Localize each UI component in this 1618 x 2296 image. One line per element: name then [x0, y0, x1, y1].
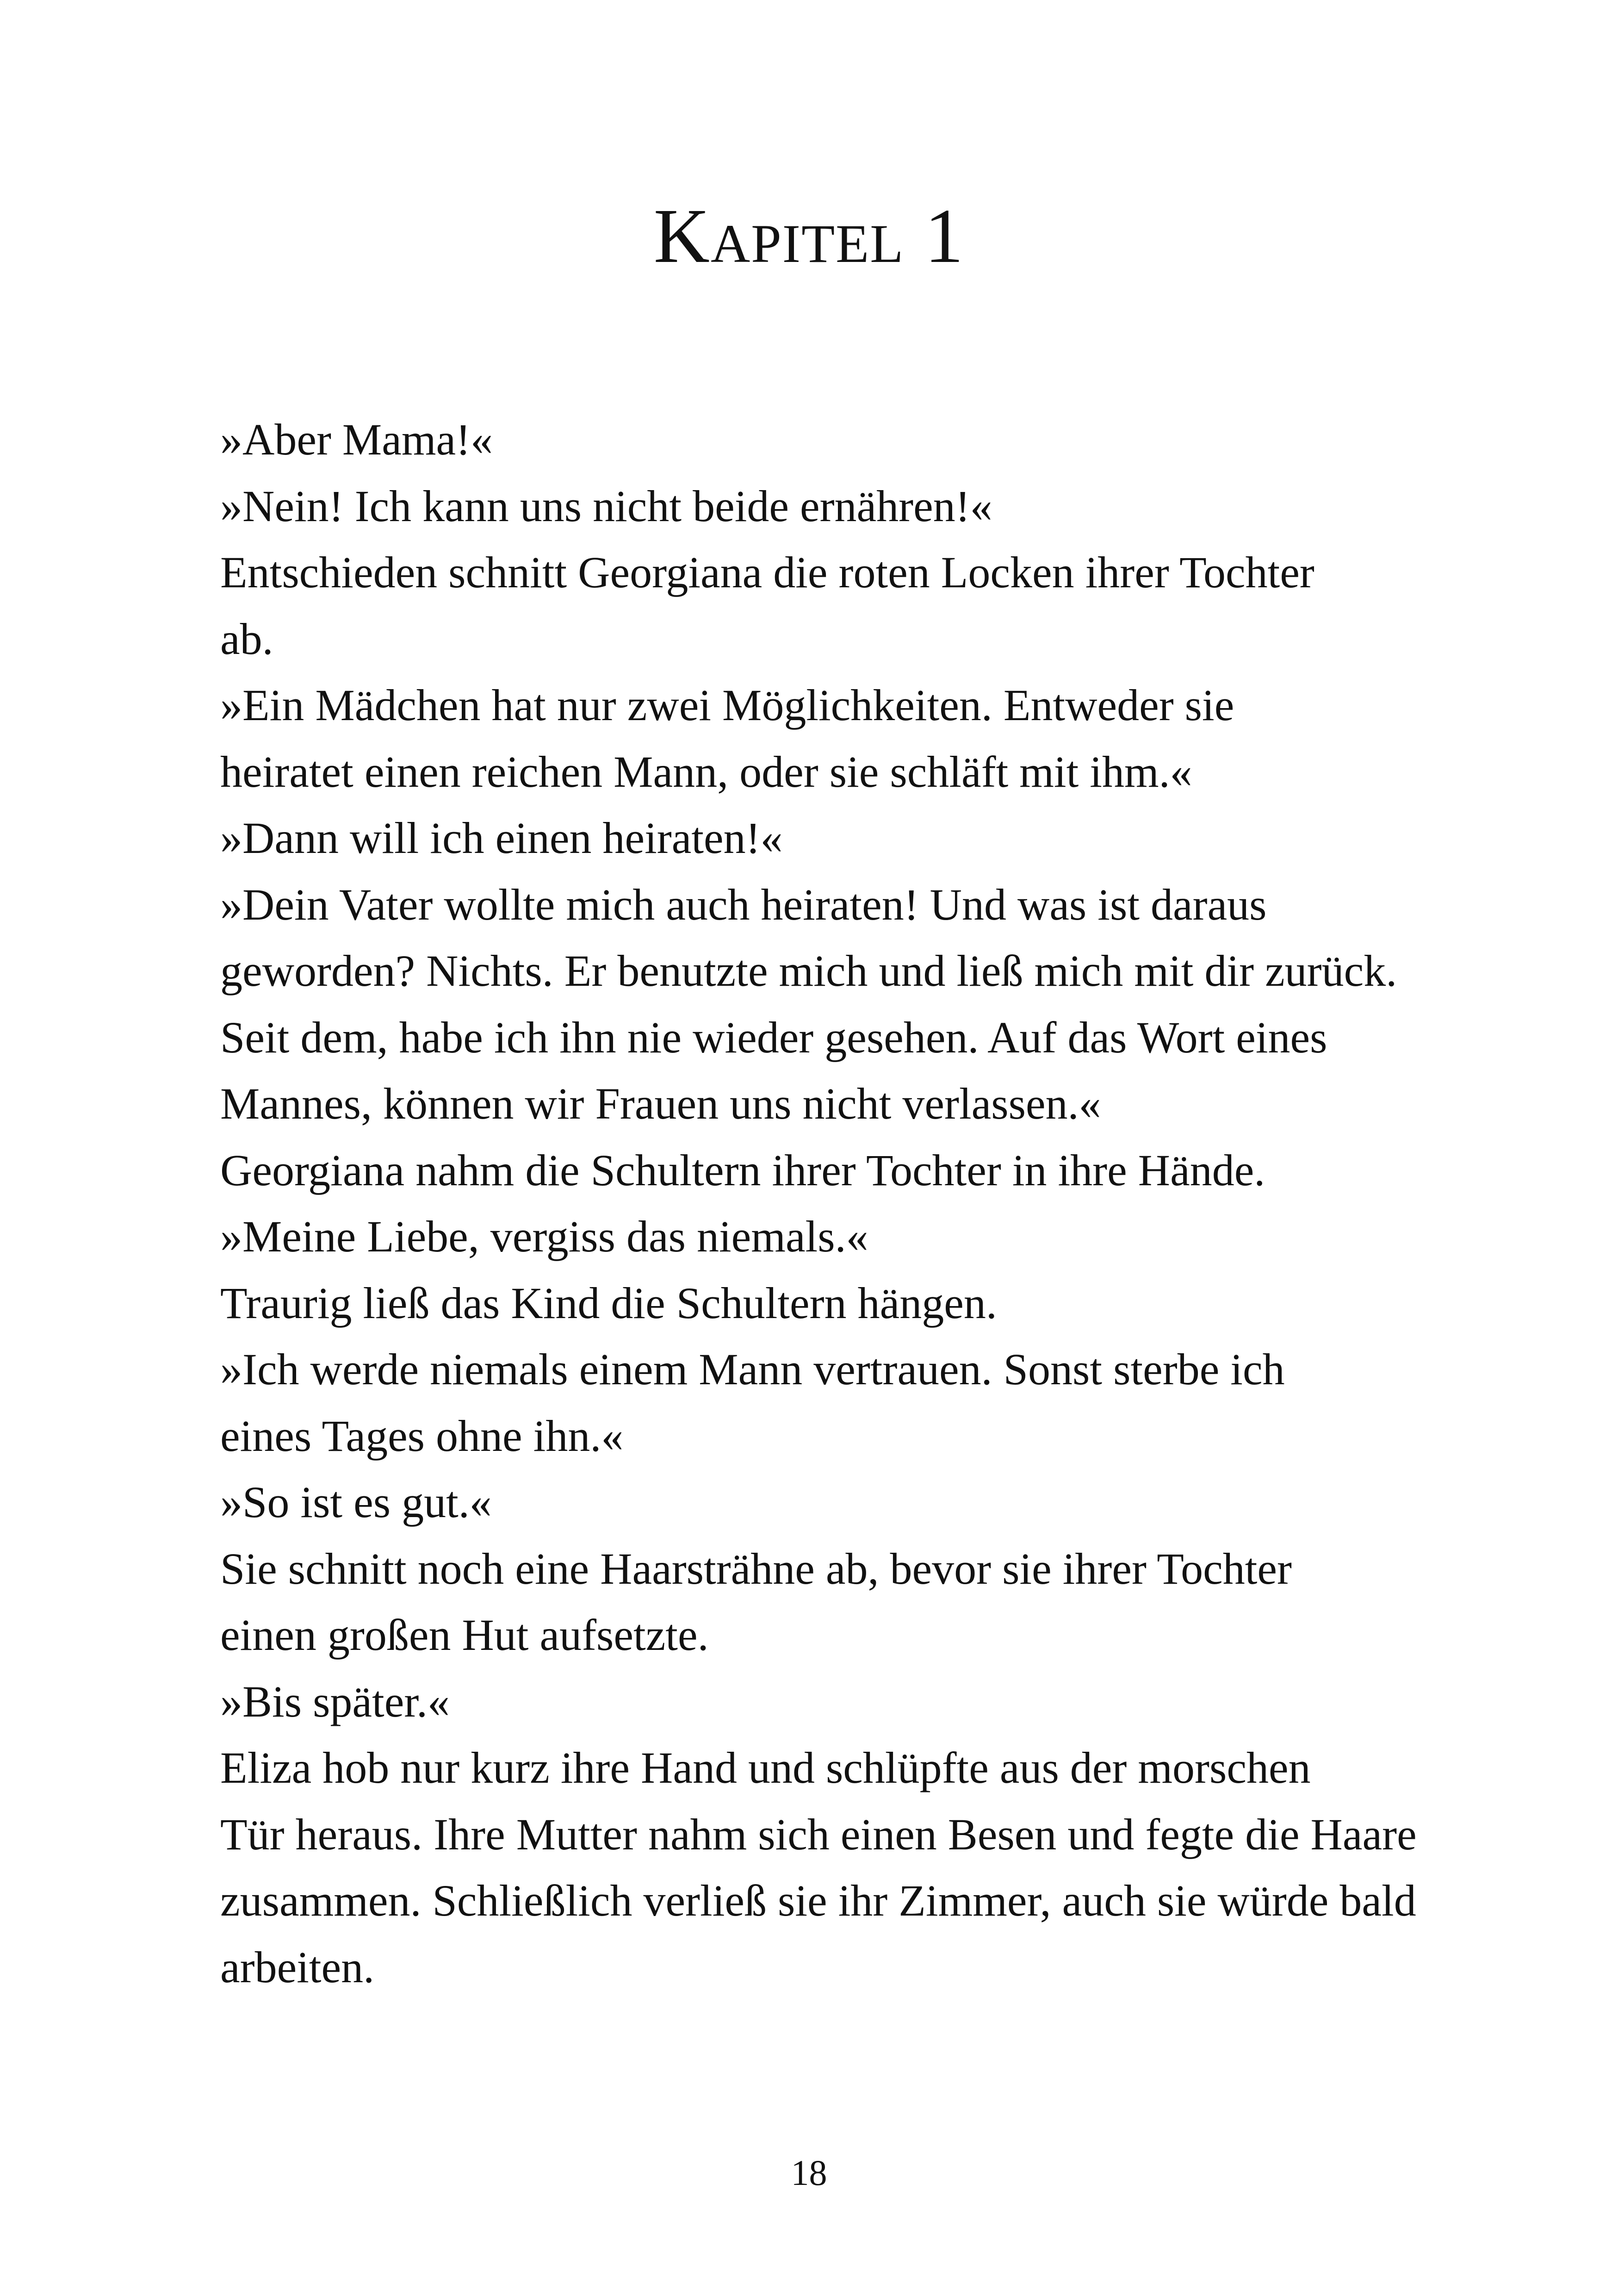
paragraph [166, 1536, 1457, 1668]
text-line: »Ich werde niemals einem Mann vertrauen. Sonst sterbe ich [220, 1344, 1285, 1394]
paragraph [166, 672, 1457, 805]
paragraph [166, 539, 1457, 672]
paragraph [166, 871, 1457, 1137]
text-line: eines Tages ohne ihn.« [220, 1411, 624, 1461]
text-line: »Ein Mädchen hat nur zwei Möglichkeiten. Entweder sie [220, 680, 1234, 730]
text-line: heiratet einen reichen Mann, oder sie schläft mit ihm.« [220, 747, 1192, 796]
paragraph [166, 1336, 1457, 1469]
paragraph [166, 1203, 1457, 1270]
text-line: »Bis später.« [220, 1676, 450, 1726]
paragraph [166, 406, 1457, 473]
text-line: Tür heraus. Ihre Mutter nahm sich einen Besen und fegte die Haare [220, 1809, 1417, 1859]
text-line: »Aber Mama!« [220, 415, 493, 464]
text-line: Entschieden schnitt Georgiana die roten Locken ihrer Tochter [220, 548, 1314, 597]
text-line: Traurig ließ das Kind die Schultern hängen. [220, 1278, 997, 1328]
text-line: »Nein! Ich kann uns nicht beide ernähren!« [220, 481, 992, 531]
text-line: Eliza hob nur kurz ihre Hand und schlüpfte aus der morschen [220, 1743, 1311, 1792]
text-line: zusammen. Schließlich verließ sie ihr Zimmer, auch sie würde bald [220, 1876, 1416, 1925]
paragraph [166, 1735, 1457, 2000]
text-line: Georgiana nahm die Schultern ihrer Tochter in ihre Hände. [220, 1145, 1265, 1195]
text-line: »Dein Vater wollte mich auch heiraten! Und was ist daraus [220, 879, 1267, 929]
text-line: »Meine Liebe, vergiss das niemals.« [220, 1212, 868, 1261]
text-line: Sie schnitt noch eine Haarsträhne ab, bevor sie ihrer Tochter [220, 1543, 1292, 1593]
text-line: »So ist es gut.« [220, 1477, 492, 1527]
page-number: 18 [791, 2153, 827, 2193]
text-line: arbeiten. [220, 1942, 375, 1992]
text-line: ab. [220, 614, 273, 664]
paragraph [166, 805, 1457, 871]
text-line: geworden? Nichts. Er benutzte mich und ließ mich mit dir zurück. [220, 946, 1397, 996]
paragraph [166, 1270, 1457, 1337]
paragraph [166, 473, 1457, 540]
chapter-title: Kapitel 1 [653, 193, 965, 279]
text-line: Mannes, können wir Frauen uns nicht verlassen.« [220, 1079, 1101, 1128]
text-line: einen großen Hut aufsetzte. [220, 1610, 709, 1660]
chapter-body-text [166, 406, 1457, 2000]
paragraph [166, 1137, 1457, 1204]
text-line: Seit dem, habe ich ihn nie wieder gesehen. Auf das Wort eines [220, 1012, 1327, 1062]
paragraph [166, 1469, 1457, 1536]
text-line: »Dann will ich einen heiraten!« [220, 813, 783, 863]
paragraph [166, 1668, 1457, 1735]
